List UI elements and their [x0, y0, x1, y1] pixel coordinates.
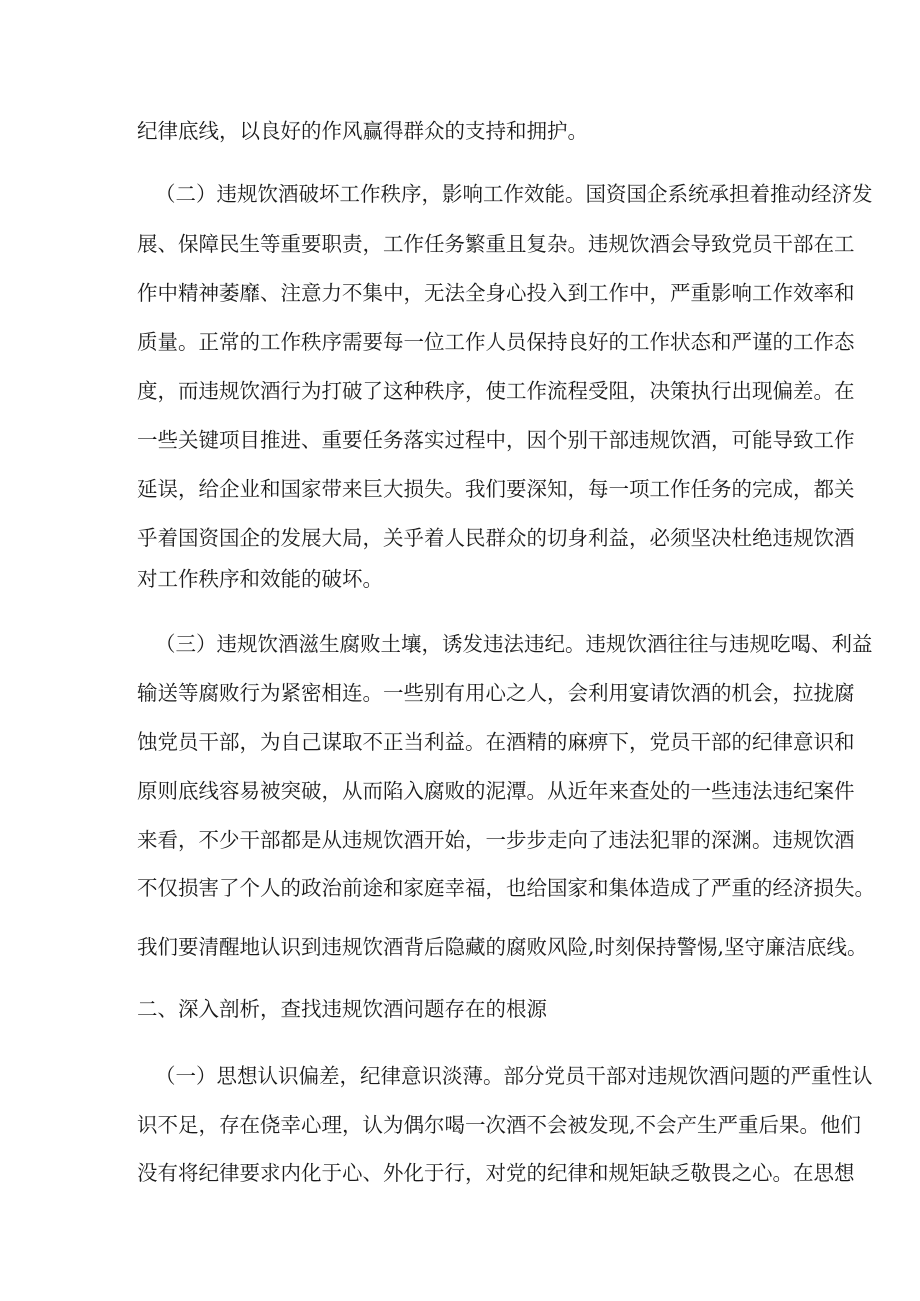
- paragraph-line: 原则底线容易被突破，从而陷入腐败的泥潭。从近年来查处的一些违法违纪案件: [137, 779, 855, 803]
- section-heading: 二、深入剖析，查找违规饮酒问题存在的根源: [137, 997, 547, 1021]
- paragraph-line: 不仅损害了个人的政治前途和家庭幸福，也给国家和集体造成了严重的经济损失。: [137, 876, 875, 900]
- paragraph-line: 对工作秩序和效能的破坏。: [137, 567, 383, 591]
- paragraph-line: 作中精神萎靡、注意力不集中，无法全身心投入到工作中，严重影响工作效率和: [137, 281, 855, 305]
- paragraph-line: （一）思想认识偏差，纪律意识淡薄。部分党员干部对违规饮酒问题的严重性认: [155, 1064, 873, 1088]
- paragraph-line: 乎着国资国企的发展大局，关乎着人民群众的切身利益，必须坚决杜绝违规饮酒: [137, 526, 855, 550]
- paragraph-line: 纪律底线，以良好的作风赢得群众的支持和拥护。: [137, 119, 588, 143]
- paragraph-line: 延误，给企业和国家带来巨大损失。我们要深知，每一项工作任务的完成，都关: [137, 477, 855, 501]
- paragraph-line: 一些关键项目推进、重要任务落实过程中，因个别干部违规饮酒，可能导致工作: [137, 428, 855, 452]
- paragraph-line: （三）违规饮酒滋生腐败土壤，诱发违法违纪。违规饮酒往往与违规吃喝、利益: [155, 632, 873, 656]
- paragraph-line: 质量。正常的工作秩序需要每一位工作人员保持良好的工作状态和严谨的工作态: [137, 330, 855, 354]
- paragraph-line: 度，而违规饮酒行为打破了这种秩序，使工作流程受阻，决策执行出现偏差。在: [137, 379, 855, 403]
- paragraph-line: 我们要清醒地认识到违规饮酒背后隐藏的腐败风险,时刻保持警惕,坚守廉洁底线。: [137, 935, 868, 959]
- paragraph-line: 识不足，存在侥幸心理，认为偶尔喝一次酒不会被发现,不会产生严重后果。他们: [137, 1113, 862, 1137]
- paragraph-line: 输送等腐败行为紧密相连。一些别有用心之人，会利用宴请饮酒的机会，拉拢腐: [137, 681, 855, 705]
- paragraph-line: 展、保障民生等重要职责，工作任务繁重且复杂。违规饮酒会导致党员干部在工: [137, 232, 855, 256]
- paragraph-line: （二）违规饮酒破坏工作秩序，影响工作效能。国资国企系统承担着推动经济发: [155, 182, 873, 206]
- paragraph-line: 没有将纪律要求内化于心、外化于行，对党的纪律和规矩缺乏敬畏之心。在思想: [137, 1161, 855, 1185]
- paragraph-line: 来看，不少干部都是从违规饮酒开始，一步步走向了违法犯罪的深渊。违规饮酒: [137, 828, 855, 852]
- paragraph-line: 蚀党员干部，为自己谋取不正当利益。在酒精的麻痹下，党员干部的纪律意识和: [137, 730, 855, 754]
